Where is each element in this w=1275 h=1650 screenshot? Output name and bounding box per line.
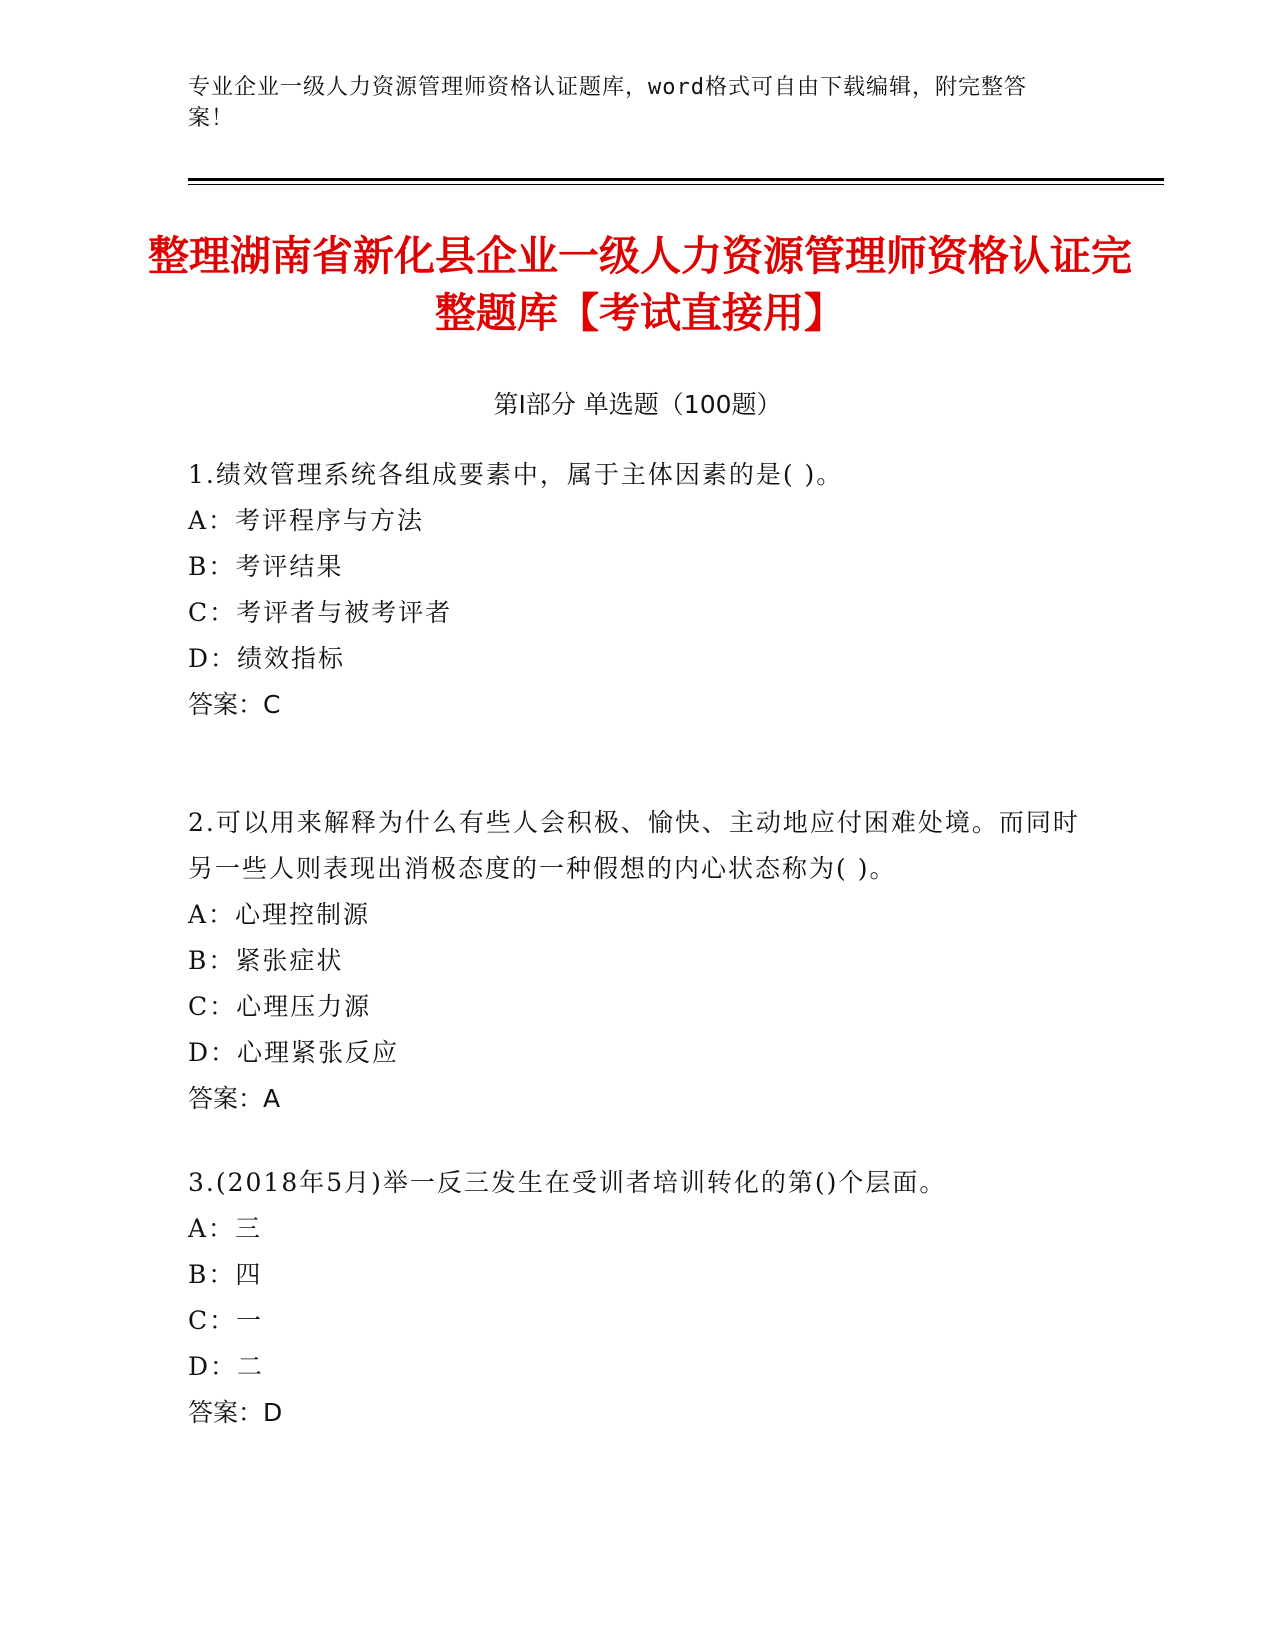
question-stem: 2.可以用来解释为什么有些人会积极、愉快、主动地应付困难处境。而同时另一些人则表现出消极态度的一种假想的内心状态称为( )。 (188, 808, 1080, 883)
question-stem: 3.(2018年5月)举一反三发生在受训者培训转化的第()个层面。 (188, 1168, 947, 1197)
option-d: D：心理紧张反应 (188, 1038, 400, 1067)
option-c: C：考评者与被考评者 (188, 598, 453, 627)
option-d: D：绩效指标 (188, 644, 346, 673)
option-c: C：心理压力源 (188, 992, 372, 1021)
header-divider-thin (188, 184, 1164, 185)
option-c: C：一 (188, 1306, 264, 1335)
option-b: B：四 (188, 1260, 263, 1289)
answer: 答案：D (188, 1398, 283, 1427)
header-note: 专业企业一级人力资源管理师资格认证题库，word格式可自由下载编辑，附完整答案！ (188, 75, 1027, 131)
option-a: A：心理控制源 (188, 900, 371, 929)
answer: 答案：C (188, 690, 281, 719)
question-1 (188, 452, 1088, 728)
header-divider-thick (188, 178, 1164, 181)
document-title: 整理湖南省新化县企业一级人力资源管理师资格认证完整题库【考试直接用】 (148, 232, 1132, 337)
answer: 答案：A (188, 1084, 281, 1113)
question-2 (188, 800, 1088, 1122)
option-a: A：三 (188, 1214, 263, 1243)
question-stem: 1.绩效管理系统各组成要素中，属于主体因素的是( )。 (188, 460, 844, 489)
question-3 (188, 1160, 1088, 1436)
section-heading: 第Ⅰ部分 单选题（100题） (493, 390, 782, 419)
option-b: B：紧张症状 (188, 946, 344, 975)
option-a: A：考评程序与方法 (188, 506, 425, 535)
option-d: D：二 (188, 1352, 265, 1381)
option-b: B：考评结果 (188, 552, 344, 581)
